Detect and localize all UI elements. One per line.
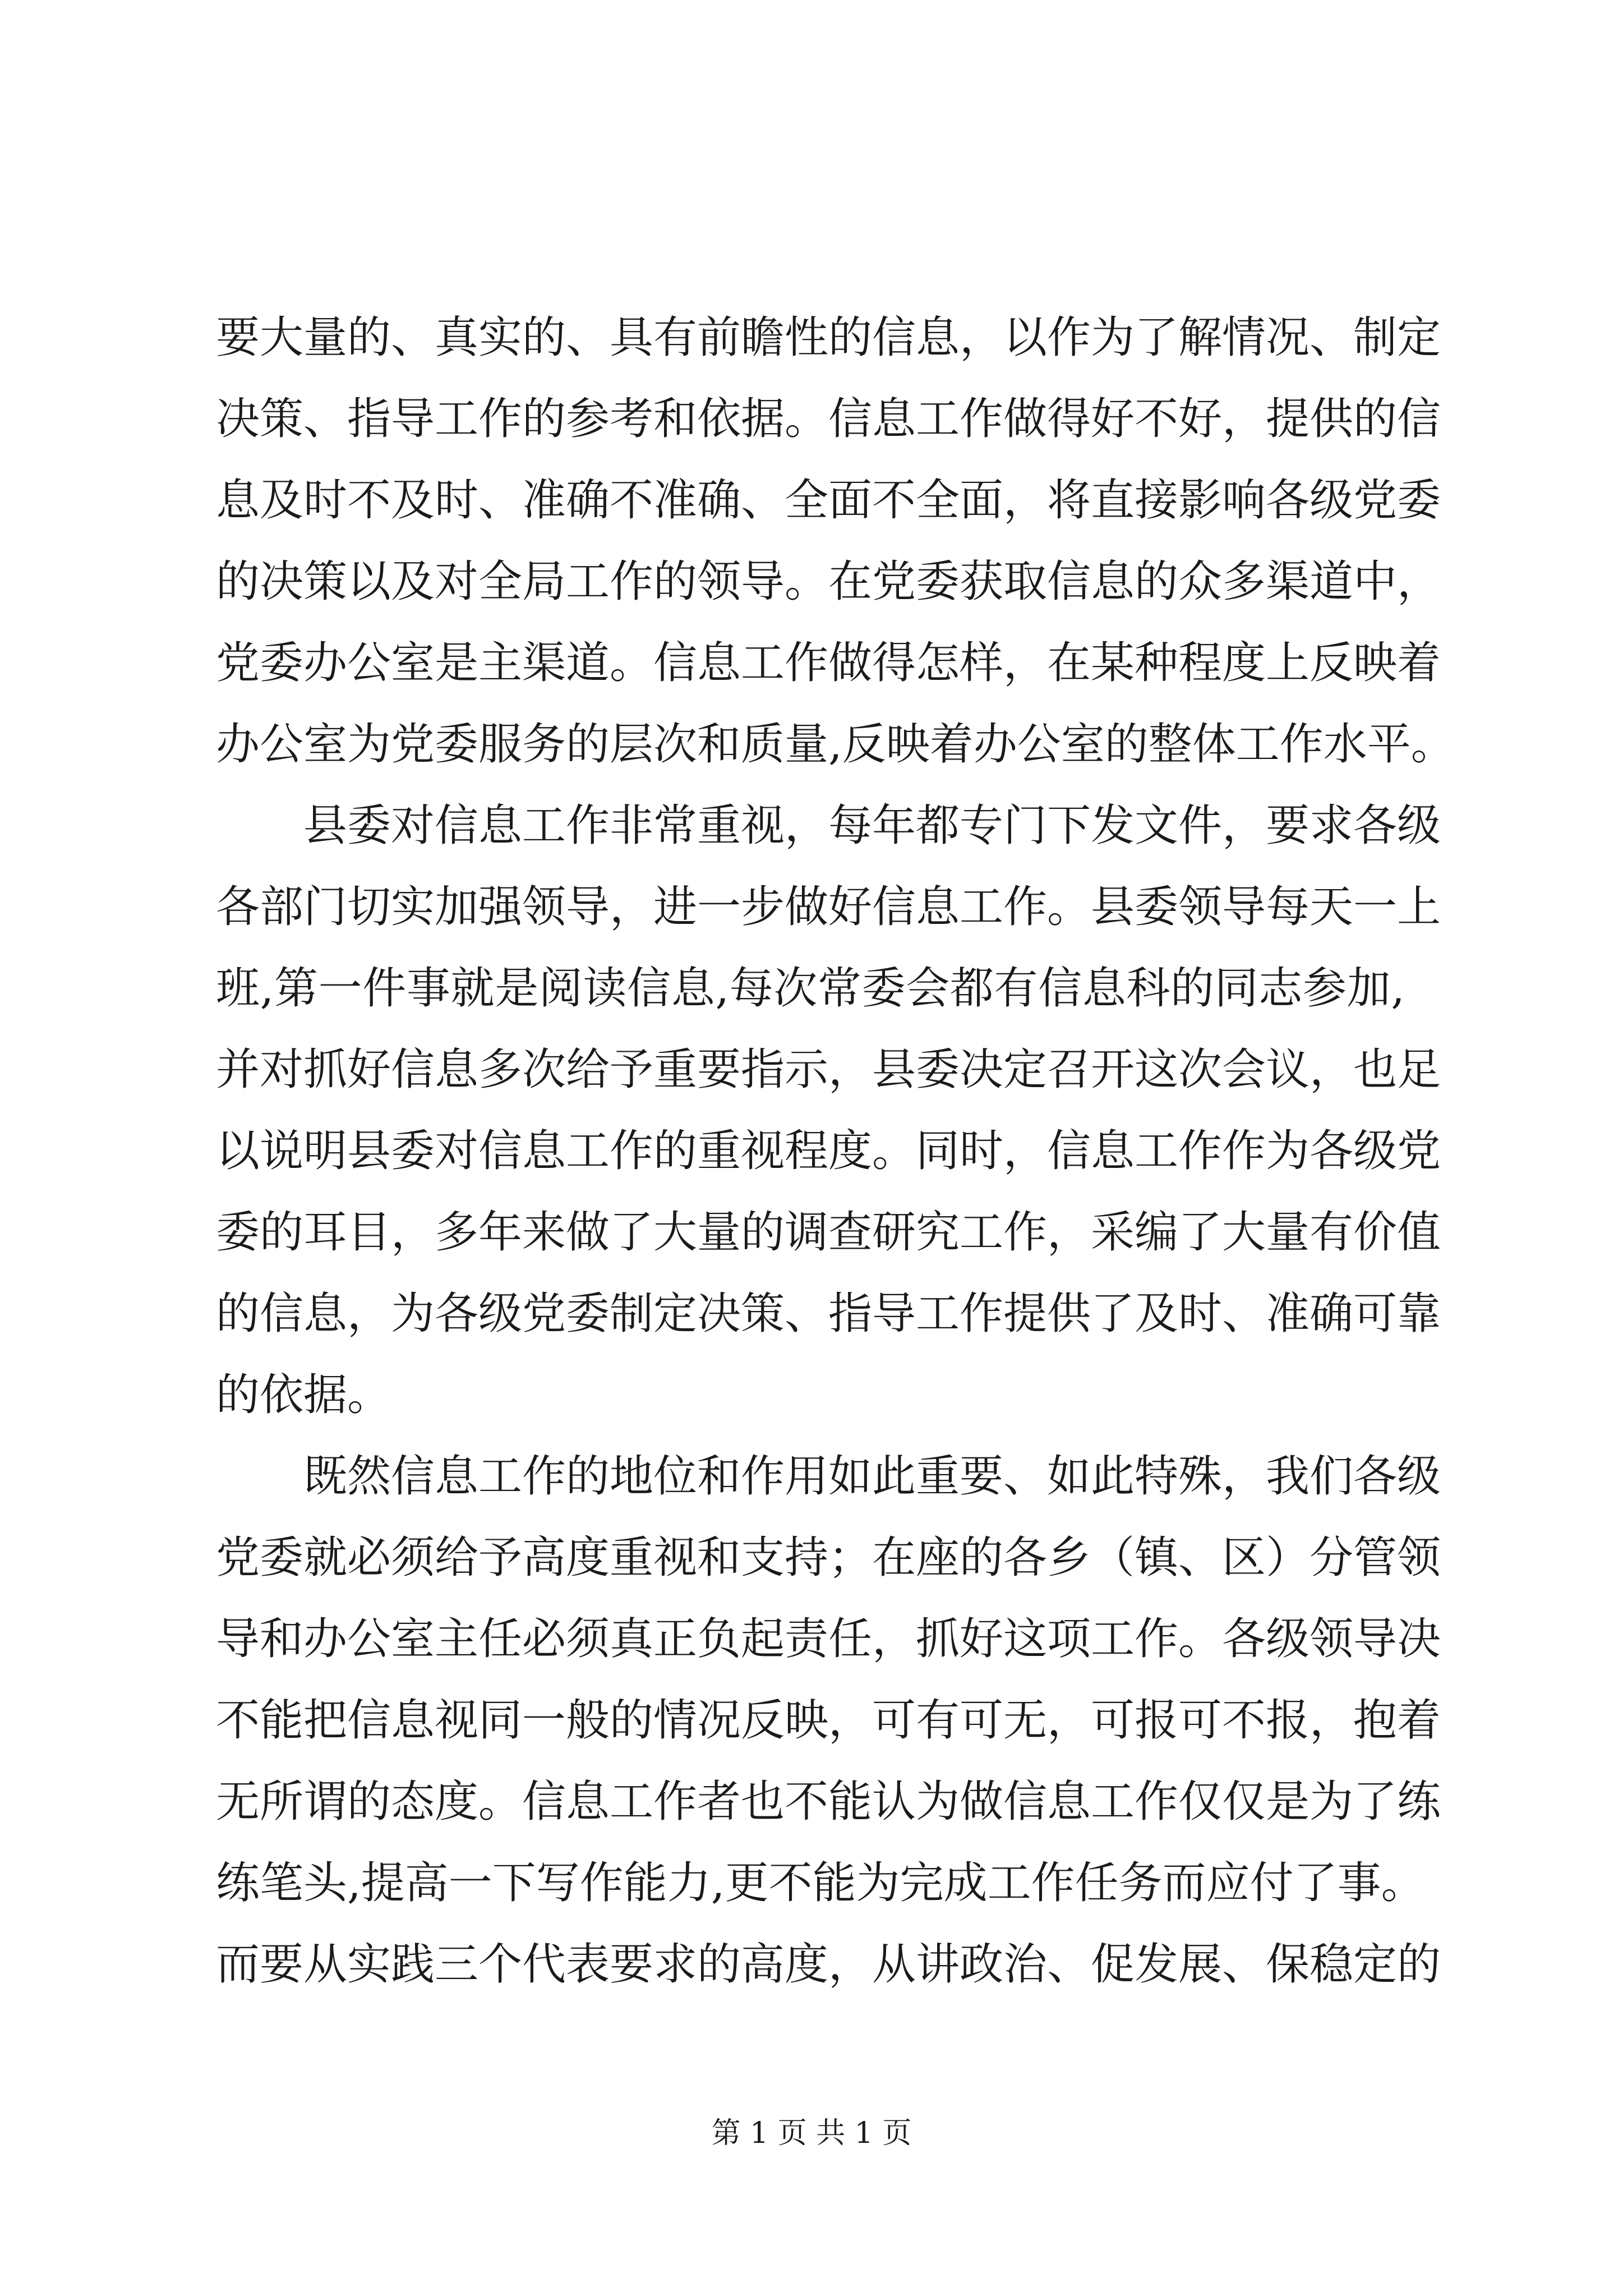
text-line: 不能把信息视同一般的情况反映，可有可无，可报可不报，抱着 xyxy=(216,1695,1441,1746)
text-line: 县委对信息工作非常重视，每年都专门下发文件，要求各级 xyxy=(303,800,1441,851)
text-line: 要大量的、真实的、具有前瞻性的信息，以作为了解情况、制定 xyxy=(216,312,1441,363)
text-line: 息及时不及时、准确不准确、全面不全面，将直接影响各级党委 xyxy=(216,475,1441,526)
text-line: 的信息，为各级党委制定决策、指导工作提供了及时、准确可靠 xyxy=(216,1289,1441,1339)
text-line: 决策、指导工作的参考和依据。信息工作做得好不好，提供的信 xyxy=(216,394,1441,444)
text-line: 并对抓好信息多次给予重要指示，县委决定召开这次会议，也足 xyxy=(216,1045,1441,1095)
text-line: 的依据。 xyxy=(216,1370,391,1420)
text-line: 党委办公室是主渠道。信息工作做得怎样，在某种程度上反映着 xyxy=(216,638,1441,688)
text-line: 的决策以及对全局工作的领导。在党委获取信息的众多渠道中， xyxy=(216,556,1441,607)
text-line: 办公室为党委服务的层次和质量,反映着办公室的整体工作水平。 xyxy=(216,719,1455,770)
text-line: 委的耳目，多年来做了大量的调查研究工作，采编了大量有价值 xyxy=(216,1207,1441,1258)
text-line: 以说明县委对信息工作的重视程度。同时，信息工作作为各级党 xyxy=(216,1126,1441,1176)
text-line: 无所谓的态度。信息工作者也不能认为做信息工作仅仅是为了练 xyxy=(216,1777,1441,1827)
text-line: 而要从实践三个代表要求的高度，从讲政治、促发展、保稳定的 xyxy=(216,1939,1441,1990)
text-line: 导和办公室主任必须真正负起责任，抓好这项工作。各级领导决 xyxy=(216,1614,1441,1664)
text-line: 班,第一件事就是阅读信息,每次常委会都有信息科的同志参加, xyxy=(216,963,1405,1014)
text-line: 既然信息工作的地位和作用如此重要、如此特殊，我们各级 xyxy=(303,1451,1441,1502)
page-number-footer: 第 1 页 共 1 页 xyxy=(711,2116,912,2150)
body-text xyxy=(216,297,1455,2005)
text-line: 练笔头,提高一下写作能力,更不能为完成工作任务而应付了事。 xyxy=(216,1858,1425,1908)
text-line: 各部门切实加强领导，进一步做好信息工作。县委领导每天一上 xyxy=(216,882,1441,932)
text-line: 党委就必须给予高度重视和支持；在座的各乡（镇、区）分管领 xyxy=(216,1533,1441,1583)
